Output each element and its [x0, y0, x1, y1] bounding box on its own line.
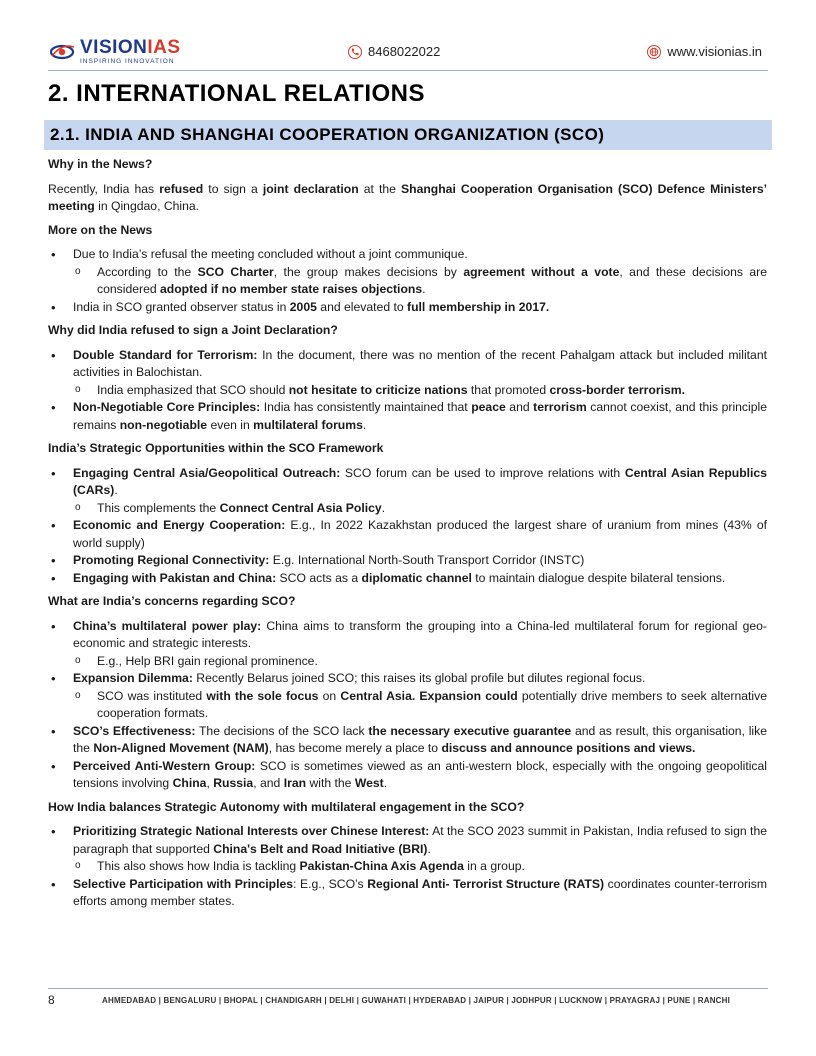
concerns-list: [48, 618, 767, 793]
list-item: • SCO’s Effectiveness: The decisions of the SCO lack the necessary executive guarantee and as result, this organisation, like the Non-Aligned Movement (NAM), has become merely a place to discuss and announce positions and views.: [48, 723, 767, 758]
logo-swoosh-icon: [50, 41, 76, 61]
heading-concerns: What are India’s concerns regarding SCO?: [48, 594, 296, 608]
visionias-logo[interactable]: [50, 38, 240, 66]
heading-why-in-news: Why in the News?: [48, 157, 153, 171]
website-contact[interactable]: [647, 44, 762, 59]
sub-list-item: o According to the SCO Charter, the group makes decisions by agreement without a vote, and these decisions are considered adopted if no member state raises objections.: [48, 264, 767, 299]
sub-list-item: o E.g., Help BRI gain regional prominence.: [48, 653, 767, 671]
logo-tagline: INSPIRING INNOVATION: [80, 58, 175, 65]
page-content: [48, 156, 767, 917]
globe-icon: [647, 45, 661, 59]
page-footer: [48, 988, 768, 1009]
news-paragraph: Recently, India has refused to sign a joint declaration at the Shanghai Cooperation Organisation (SCO) Defence Ministers’ meeting in Qingdao, China.: [48, 181, 767, 213]
phone-number: 8468022022: [368, 44, 441, 59]
website-url: www.visionias.in: [667, 44, 762, 59]
opportunities-list: [48, 465, 767, 588]
sub-list-item: o This also shows how India is tackling Pakistan-China Axis Agenda in a group.: [48, 858, 767, 876]
heading-strategic-autonomy: How India balances Strategic Autonomy with multilateral engagement in the SCO?: [48, 799, 525, 814]
section-title: 2.1. INDIA AND SHANGHAI COOPERATION ORGANIZATION (SCO): [50, 125, 605, 144]
section-title-bar: [44, 120, 772, 150]
logo-wordmark: VISIONIAS: [80, 37, 181, 58]
list-item: • India in SCO granted observer status in 2005 and elevated to full membership in 2017.: [48, 299, 767, 317]
heading-why-refused: Why did India refused to sign a Joint Declaration?: [48, 323, 338, 337]
list-item: • Engaging with Pakistan and China: SCO acts as a diplomatic channel to maintain dialogue despite bilateral tensions.: [48, 570, 767, 588]
heading-more-on-news: More on the News: [48, 222, 153, 237]
list-item: • China’s multilateral power play: China aims to transform the grouping into a China-led multilateral forum for regional geo-economic and strategic interests.: [48, 618, 767, 653]
phone-icon: [348, 45, 362, 59]
heading-opportunities: India’s Strategic Opportunities within the SCO Framework: [48, 441, 384, 455]
list-item: • Economic and Energy Cooperation: E.g., In 2022 Kazakhstan produced the largest share of uranium from mines (43% of world supply): [48, 517, 767, 552]
list-item: • Promoting Regional Connectivity: E.g. International North-South Transport Corridor (INSTC): [48, 552, 767, 570]
list-item: • Non-Negotiable Core Principles: India has consistently maintained that peace and terrorism cannot coexist, and this principle remains non-negotiable even in multilateral forums.: [48, 399, 767, 434]
why-refused-list: [48, 347, 767, 435]
list-item: • Expansion Dilemma: Recently Belarus joined SCO; this raises its global profile but dilutes regional focus.: [48, 670, 767, 688]
phone-contact[interactable]: [348, 44, 440, 59]
list-item: • Double Standard for Terrorism: In the document, there was no mention of the recent Pahalgam attack but included militant activities in Balochistan.: [48, 347, 767, 382]
sub-list-item: o India emphasized that SCO should not hesitate to criticize nations that promoted cross-border terrorism.: [48, 382, 767, 400]
more-news-list: [48, 246, 767, 316]
page-header: [48, 36, 768, 71]
sub-list-item: o SCO was instituted with the sole focus on Central Asia. Expansion could potentially drive members to seek alternative cooperation formats.: [48, 688, 767, 723]
list-item: • Due to India’s refusal the meeting concluded without a joint communique.: [48, 246, 767, 264]
list-item: • Engaging Central Asia/Geopolitical Outreach: SCO forum can be used to improve relations with Central Asian Republics (CARs).: [48, 465, 767, 500]
city-list: AHMEDABAD | BENGALURU | BHOPAL | CHANDIGARH | DELHI | GUWAHATI | HYDERABAD | JAIPUR | JODHPUR | LUCKNOW | PRAYAGRAJ | PUNE | RANCHI: [102, 996, 731, 1005]
autonomy-list: [48, 823, 767, 911]
page-number: 8: [48, 993, 55, 1007]
list-item: • Prioritizing Strategic National Interests over Chinese Interest: At the SCO 2023 summit in Pakistan, India refused to sign the paragraph that supported China's Belt and Road Initiative (BRI).: [48, 823, 767, 858]
chapter-title: 2. INTERNATIONAL RELATIONS: [48, 80, 426, 107]
list-item: • Perceived Anti-Western Group: SCO is sometimes viewed as an anti-western block, especially with the ongoing geopolitical tensions involving China, Russia, and Iran with the West.: [48, 758, 767, 793]
sub-list-item: o This complements the Connect Central Asia Policy.: [48, 500, 767, 518]
list-item: • Selective Participation with Principles: E.g., SCO’s Regional Anti- Terrorist Structure (RATS) coordinates counter-terrorism efforts among member states.: [48, 876, 767, 911]
